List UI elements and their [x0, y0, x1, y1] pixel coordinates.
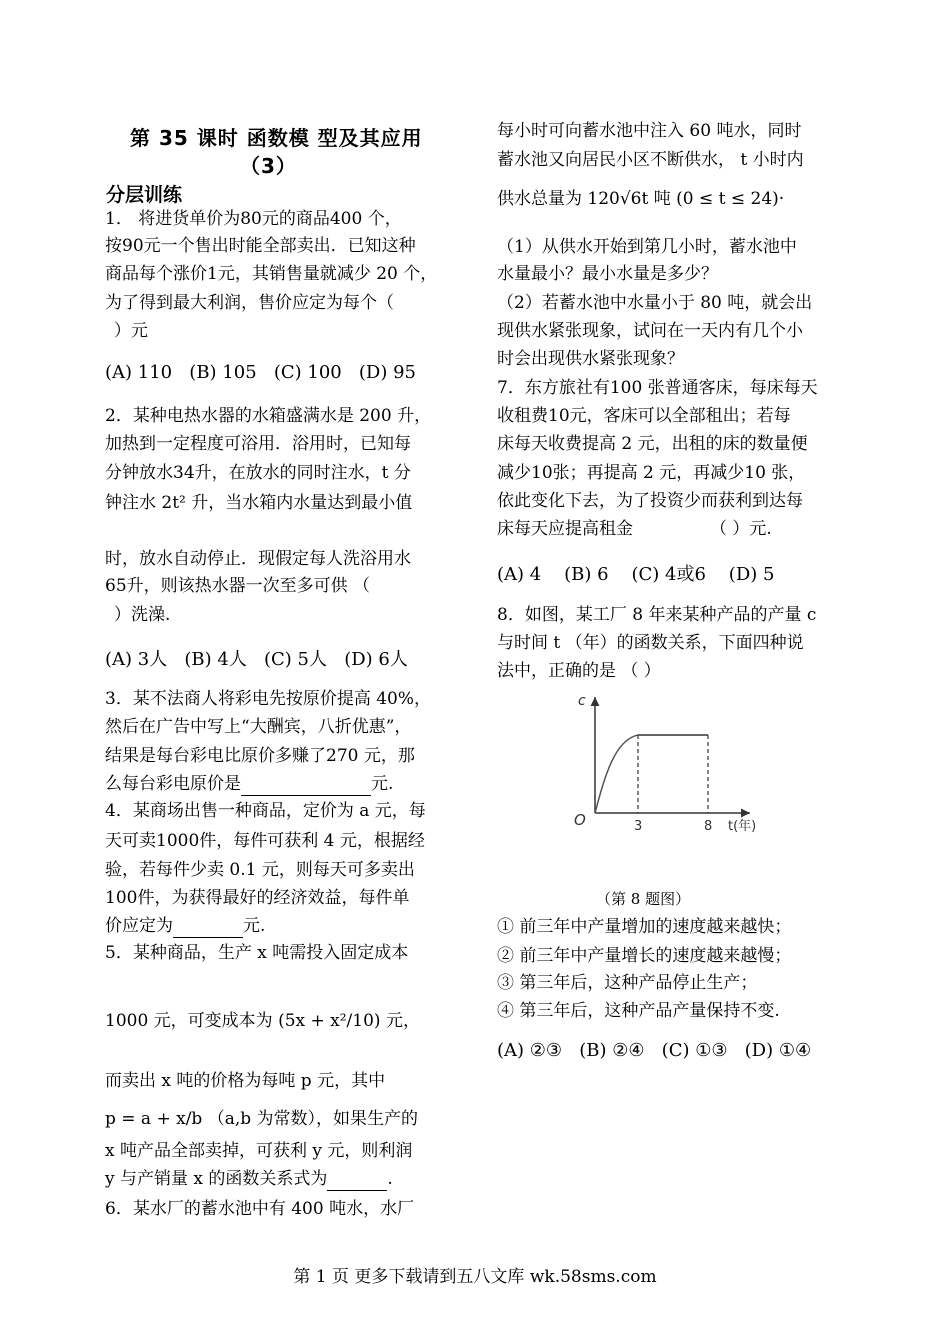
q2-line: 65升，则该热水器一次至多可供 （	[105, 576, 371, 596]
q7-line: 减少10张；再提高 2 元，再减少10 张，	[497, 463, 806, 483]
q6-line: （2）若蓄水池中水量小于 80 吨，就会出	[497, 293, 813, 313]
choice-a: (A) 4	[497, 564, 542, 585]
q2-line: 分钟放水34升，在放水的同时注水，t 分	[105, 463, 411, 483]
q6-line: 水量最小？最小水量是多少？	[497, 264, 718, 284]
q4-line: 4．某商场出售一种商品，定价为 a 元，每	[105, 801, 426, 821]
q1-line: ）元	[114, 321, 148, 341]
q2-line: 时，放水自动停止．现假定每人洗浴用水	[105, 549, 411, 569]
answer-blank[interactable]	[173, 915, 243, 938]
choice-d: (D) ①④	[744, 1040, 812, 1061]
q6-line: 时会出现供水紧张现象？	[497, 349, 684, 369]
q5-line: 1000 元，可变成本为 (5x + x²/10) 元，	[105, 1011, 420, 1031]
q5-line: y 与产销量 x 的函数关系式为 .	[105, 1169, 393, 1189]
tick-label-8: 8	[704, 819, 713, 834]
q7-line: 收租费10元，客床可以全部租出；若每	[497, 406, 791, 426]
q4-line: 价应定为 元.	[105, 916, 266, 936]
q1-line: 1． 将进货单价为80元的商品400 个，	[105, 209, 402, 229]
q8-line: 8．如图，某工厂 8 年来某种产品的产量 c	[497, 605, 817, 625]
q6-line: 供水总量为 120√6t 吨 (0 ≤ t ≤ 24)·	[497, 189, 785, 209]
page-title-number: （3）	[240, 154, 297, 178]
q5-line: x 吨产品全部卖掉，可获利 y 元，则利润	[105, 1141, 413, 1161]
q2-line: 钟注水 2t² 升，当水箱内水量达到最小值	[105, 493, 413, 513]
choice-b: (B) ②④	[579, 1040, 645, 1061]
q6-line: 6．某水厂的蓄水池中有 400 吨水，水厂	[105, 1199, 415, 1219]
statement-3: ③ 第三年后，这种产品停止生产；	[497, 973, 758, 993]
choice-d: (D) 95	[358, 362, 417, 383]
figure-caption: （第 8 题图）	[596, 890, 691, 908]
q7-line: 依此变化下去，为了投资少而获利到达每	[497, 491, 803, 511]
q3-line: 3．某不法商人将彩电先按原价提高 40%，	[105, 689, 432, 709]
q6-line: 现供水紧张现象，试问在一天内有几个小	[497, 321, 803, 341]
choice-c: (C) ①③	[661, 1040, 728, 1061]
page-footer: 第 1 页 更多下载请到五八文库 wk.58sms.com	[293, 1267, 657, 1287]
q6-line: （1）从供水开始到第几小时，蓄水池中	[497, 237, 797, 257]
choice-b: (B) 6	[564, 564, 609, 585]
t-axis-label: t(年)	[728, 819, 757, 834]
section-heading: 分层训练	[106, 184, 183, 206]
q6-line: 每小时可向蓄水池中注入 60 吨水，同时	[497, 121, 802, 141]
page-title: 第 35 课时 函数模 型及其应用	[130, 126, 423, 150]
q2-line: ）洗澡.	[114, 605, 171, 625]
q1-line: 商品每个涨价1元，其销售量就减少 20 个，	[105, 264, 438, 284]
choice-b: (B) 105	[189, 362, 257, 383]
q3-line: 么每台彩电原价是 元.	[105, 774, 394, 794]
q4-line: 天可卖1000件，每件可获利 4 元，根据经	[105, 831, 425, 851]
origin-label: O	[574, 811, 586, 829]
choice-d: (D) 6人	[344, 649, 408, 670]
choice-a: (A) 3人	[105, 649, 168, 670]
c-axis-label: c	[578, 693, 586, 709]
choice-a: (A) 110	[105, 362, 173, 383]
q4-line: 验，若每件少卖 0.1 元，则每天可多卖出	[105, 860, 415, 880]
choice-d: (D) 5	[728, 564, 775, 585]
choice-c: (C) 5人	[264, 649, 328, 670]
statement-2: ② 前三年中产量增长的速度越来越慢；	[497, 946, 792, 966]
q3-line: 然后在广告中写上“大酬宾，八折优惠”，	[105, 717, 412, 737]
answer-blank[interactable]	[327, 1168, 387, 1191]
q6-line: 蓄水池又向居民小区不断供水， t 小时内	[497, 150, 804, 170]
q1-choices	[105, 362, 416, 383]
q5-line: p = a + x/b （a,b 为常数），如果生产的	[105, 1109, 419, 1129]
choice-c: (C) 4或6	[631, 564, 706, 585]
choice-a: (A) ②③	[497, 1040, 563, 1061]
q7-choices	[497, 560, 774, 586]
q1-line: 为了得到最大利润，售价应定为每个（	[105, 293, 394, 313]
q1-line: 按90元一个售出时能全部卖出．已知这种	[105, 236, 416, 256]
q2-line: 加热到一定程度可浴用．浴用时，已知每	[105, 434, 411, 454]
statement-4: ④ 第三年后，这种产品产量保持不变.	[497, 1001, 780, 1021]
q4-line: 100件，为获得最好的经济效益，每件单	[105, 888, 410, 908]
choice-b: (B) 4人	[184, 649, 247, 670]
q7-line: 7．东方旅社有100 张普通客床，每床每天	[497, 378, 818, 398]
production-curve	[595, 735, 638, 813]
answer-blank[interactable]	[241, 773, 371, 796]
q7-line: 床每天应提高租金	[497, 519, 633, 539]
q8-line: 法中，正确的是 （ ）	[497, 661, 661, 681]
q7-line: 床每天收费提高 2 元，出租的床的数量便	[497, 434, 808, 454]
q5-line: 5．某种商品，生产 x 吨需投入固定成本	[105, 943, 409, 963]
q8-choices	[497, 1040, 811, 1061]
q2-line: 2．某种电热水器的水箱盛满水是 200 升，	[105, 406, 432, 426]
choice-c: (C) 100	[273, 362, 342, 383]
statement-1: ① 前三年中产量增加的速度越来越快；	[497, 917, 792, 937]
q8-line: 与时间 t （年）的函数关系，下面四种说	[497, 633, 804, 653]
q3-line: 结果是每台彩电比原价多赚了270 元，那	[105, 746, 415, 766]
tick-label-3: 3	[634, 819, 643, 834]
q2-choices	[105, 645, 408, 671]
q8-figure	[560, 685, 790, 845]
q5-line: 而卖出 x 吨的价格为每吨 p 元，其中	[105, 1071, 386, 1091]
q7-answer-bracket: （ ）元.	[710, 519, 772, 539]
